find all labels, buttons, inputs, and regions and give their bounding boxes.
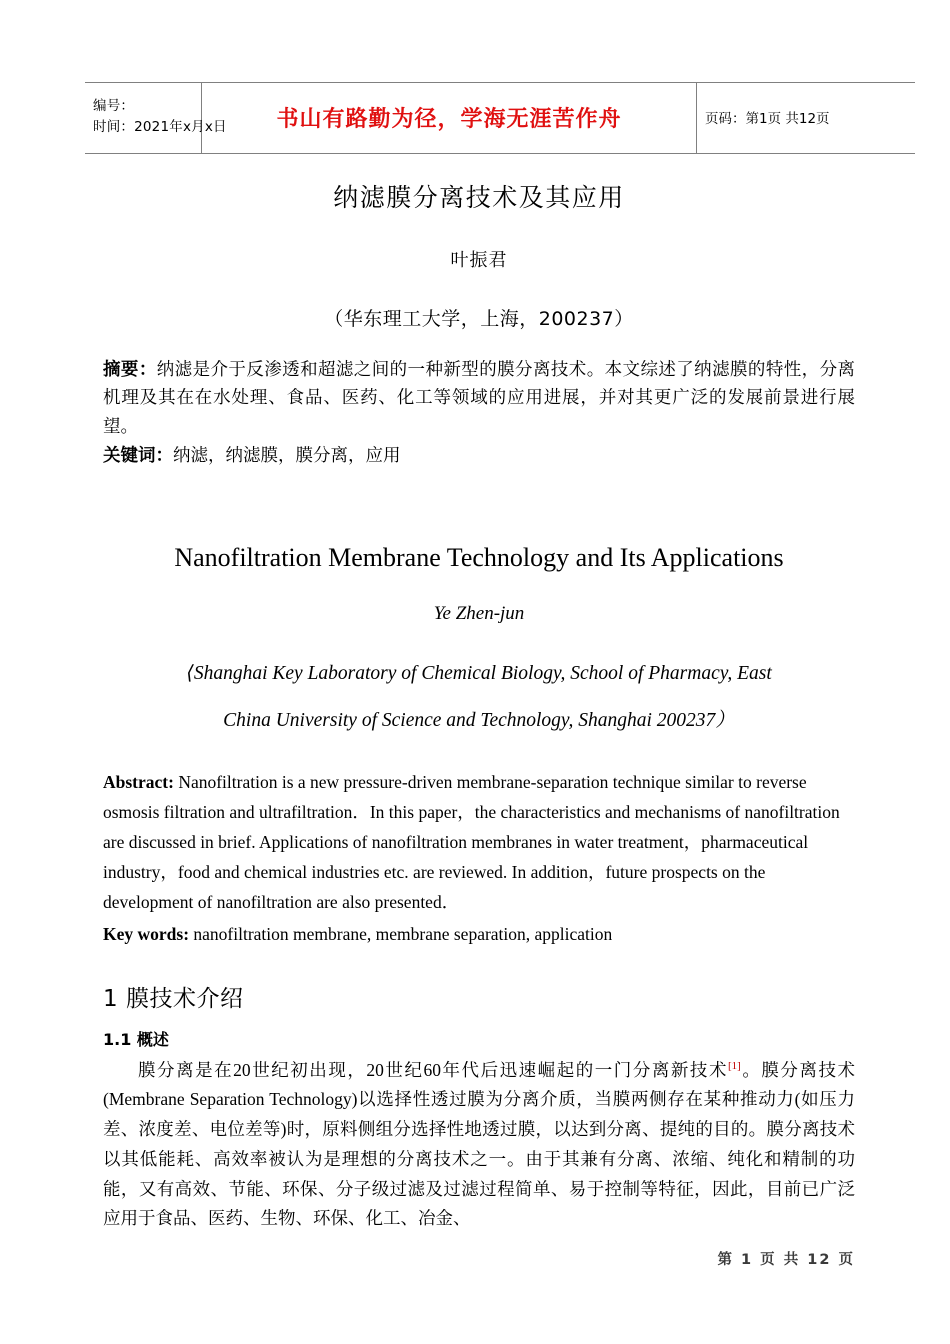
english-title: Nanofiltration Membrane Technology and Its Applications xyxy=(174,543,784,573)
chinese-abstract-label: 摘要： xyxy=(103,359,157,379)
english-abstract-text: Nanofiltration is a new pressure-driven membrane-separation technique similar to reverse osmosis filtration and ultrafiltration．In this paper，the characteristics and mechanisms of nanofiltration are discussed in brief. Applications of nanofiltration membranes in water treatment，pharmaceutical industry，food and chemical industries etc. are reviewed. In addition，future prospects on the development of nanofiltration are also presented． xyxy=(103,771,840,913)
document-content xyxy=(103,168,855,1234)
chinese-affiliation: （华东理工大学，上海，200237） xyxy=(324,308,634,330)
citation-marker-1: [1] xyxy=(727,1059,741,1072)
english-abstract xyxy=(103,745,855,917)
english-author: Ye Zhen-jun xyxy=(433,603,525,625)
header-serial-number: 编号： xyxy=(93,98,135,115)
chinese-title: 纳滤膜分离技术及其应用 xyxy=(333,183,625,212)
english-keywords-label: Key words: xyxy=(103,924,190,945)
header-date: 时间：2021年x月x日 xyxy=(93,119,227,135)
english-keywords-text: nanofiltration membrane, membrane separation, application xyxy=(189,924,613,945)
section-heading-1: 1 膜技术介绍 xyxy=(103,985,244,1012)
footer-page-number: 第 1 页 共 12 页 xyxy=(717,1252,855,1268)
body-paragraph-1 xyxy=(103,1050,855,1235)
english-affiliation-line-1: ⟨Shanghai Key Laboratory of Chemical Biology, School of Pharmacy, East xyxy=(186,663,772,685)
english-abstract-label: Abstract: xyxy=(103,771,174,792)
chinese-abstract xyxy=(103,331,855,440)
header-slogan: 书山有路勤为径，学海无涯苦作舟 xyxy=(202,83,697,154)
paragraph-text-before-citation: 膜分离是在20世纪初出现，20世纪60年代后迅速崛起的一门分离新技术 xyxy=(138,1059,728,1080)
english-affiliation-line-2: China University of Science and Technology, Shanghai 200237） xyxy=(223,710,735,732)
document-header-table xyxy=(85,82,915,154)
section-heading-1-1: 1.1 概述 xyxy=(103,1029,169,1049)
paragraph-text-after-citation: 。膜分离技术(Membrane Separation Technology)以选择性透过膜为分离介质，当膜两侧存在某种推动力(如压力差、浓度差、电位差等)时，原料侧组分选择性地透过膜，以达到分离、提纯的目的。膜分离技术以其低能耗、高效率被认为是理想的分离技术之一。由于其兼有分离、浓缩、纯化和精制的功能，又有高效、节能、环保、分子级过滤及过滤过程简单、易于控制等特征，因此，目前已广泛应用于食品、医药、生物、环保、化工、冶金、 xyxy=(103,1059,856,1229)
header-cell-meta xyxy=(85,83,227,154)
header-page-info: 页码：第1页 共12页 xyxy=(697,83,916,154)
chinese-abstract-text: 纳滤是介于反渗透和超滤之间的一种新型的膜分离技术。本文综述了纳滤膜的特性，分离机理及其在在水处理、食品、医药、化工等领域的应用进展，并对其更广泛的发展前景进行展望。 xyxy=(103,359,856,436)
header-row xyxy=(85,83,915,154)
chinese-author: 叶振君 xyxy=(450,250,508,271)
chinese-keywords-text: 纳滤，纳滤膜，膜分离，应用 xyxy=(173,445,401,466)
english-affiliation xyxy=(103,625,855,745)
chinese-keywords-label: 关键词： xyxy=(103,445,173,466)
chinese-keywords xyxy=(103,440,855,469)
english-keywords xyxy=(103,917,855,949)
